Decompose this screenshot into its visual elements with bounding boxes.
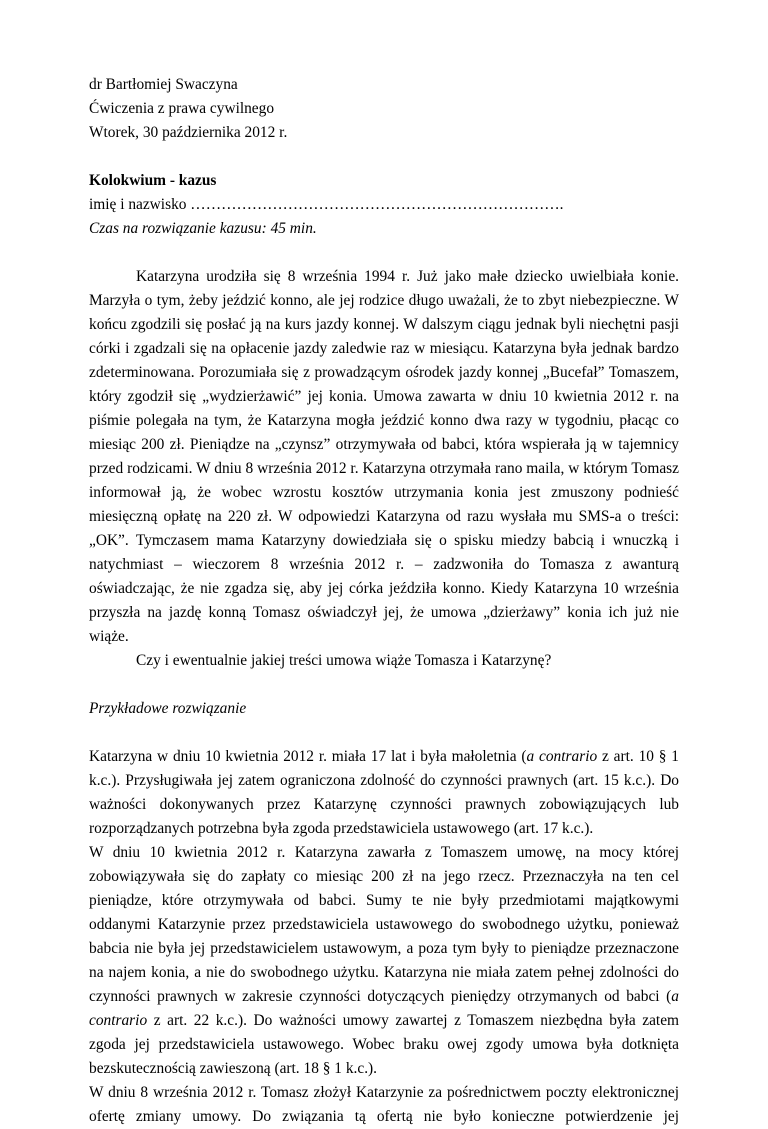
author-line: dr Bartłomiej Swaczyna [89, 76, 238, 93]
solution-p2-text-a: W dniu 10 kwietnia 2012 r. Katarzyna zawarła z Tomaszem umowę, na mocy której zobowiązywała się do zapłaty co miesiąc 200 zł na jego rzecz. Przeznaczyła na ten cel pieniądze, które otrzymywała od babci. Sumy te nie były przedmiotami majątkowymi oddanymi Katarzynie przez przedstawiciela ustawowego do swobodnego użytku, ponieważ babcia nie była jej przedstawicielem ustawowym, a poza tym były to pieniądze przeznaczone na najem konia, a nie do swobodnego użytku. Katarzyna nie miała zatem pełnej zdolności do czynności prawnych w zakresie czynności dotyczących pieniędzy otrzymanych od babci ( [89, 844, 679, 1005]
solution-p1-text-a: Katarzyna w dniu 10 kwietnia 2012 r. miała 17 lat i była małoletnia ( [89, 748, 527, 765]
solution-paragraph-1 [89, 745, 679, 841]
document-page [89, 73, 679, 1129]
time-limit: Czas na rozwiązanie kazusu: 45 min. [89, 220, 317, 237]
case-text: Katarzyna urodziła się 8 września 1994 r. Już jako małe dziecko uwielbiała konie. Marzyła o tym, żeby jeździć konno, ale jej rodzice długo uważali, że to zbyt niebezpieczne. W końcu zgodzili się posłać ją na kurs jazdy konnej. W dalszym ciągu jednak byli niechętni pasji córki i zgadzali się na opłacenie jazdy zaledwie raz w miesiącu. Katarzyna była jednak bardzo zdeterminowana. Porozumiała się z prowadzącym ośrodek jazdy konnej „Bucefał” Tomaszem, który zgodził się „wydzierżawić” jej konia. Umowa zawarta w dniu 10 kwietnia 2012 r. na piśmie polegała na tym, że Katarzyna mogła jeździć konno dwa razy w tygodniu, płacąc co miesiąc 200 zł. Pieniądze na „czynsz” otrzymywała od babci, która wspierała ją w tajemnicy przed rodzicami. W dniu 8 września 2012 r. Katarzyna otrzymała rano maila, w którym Tomasz informował ją, że wobec wzrostu kosztów utrzymania konia jest zmuszony podnieść miesięczną opłatę na 220 zł. W odpowiedzi Katarzyna od razu wysłała mu SMS-a o treści: „OK”. Tymczasem mama Katarzyny dowiedziała się o spisku miedzy babcią i wnuczką i natychmiast – wieczorem 8 września 2012 r. – zadzwoniła do Tomasza z awanturą oświadczając, że nie zgadza się, aby jej córka jeździła konno. Kiedy Katarzyna 10 września przyszła na jazdę konną Tomasz oświadczył jej, że umowa „dzierżawy” konia ich już nie wiąże. [89, 268, 679, 645]
solution-p1-text-b: z art. 10 § 1 k.c.). Przysługiwała jej zatem ograniczona zdolność do czynności prawnych (art. 15 k.c.). Do ważności dokonywanych przez Katarzynę czynności prawnych zobowiązujących lub rozporządzanych potrzebna była zgoda przedstawiciela ustawowego (art. 17 k.c.). [89, 748, 679, 837]
date-line: Wtorek, 30 października 2012 r. [89, 124, 288, 141]
course-line: Ćwiczenia z prawa cywilnego [89, 100, 275, 117]
solution-p2-italic: a contrario [89, 988, 679, 1029]
solution-p1-italic: a contrario [526, 748, 598, 765]
solution-p2-text-b: z art. 22 k.c.). Do ważności umowy zawartej z Tomaszem niezbędna była zatem zgoda jej przedstawiciela ustawowego. Wobec braku owej zgody umowa była dotknięta bezskutecznością zawieszoną (art. 18 § 1 k.c.). [89, 1012, 679, 1077]
solution-paragraph-2 [89, 841, 679, 1081]
solution-paragraph-3: W dniu 8 września 2012 r. Tomasz złożył Katarzynie za pośrednictwem poczty elektronicznej ofertę zmiany umowy. Do związania tą ofertą nie było konieczne potwierdzenie jej [89, 1084, 679, 1125]
case-question: Czy i ewentualnie jakiej treści umowa wiąże Tomasza i Katarzynę? [136, 652, 552, 669]
solution-title: Przykładowe rozwiązanie [89, 700, 247, 717]
exam-title: Kolokwium - kazus [89, 172, 217, 189]
name-label: imię i nazwisko ………………………………………………………………. [89, 196, 564, 213]
